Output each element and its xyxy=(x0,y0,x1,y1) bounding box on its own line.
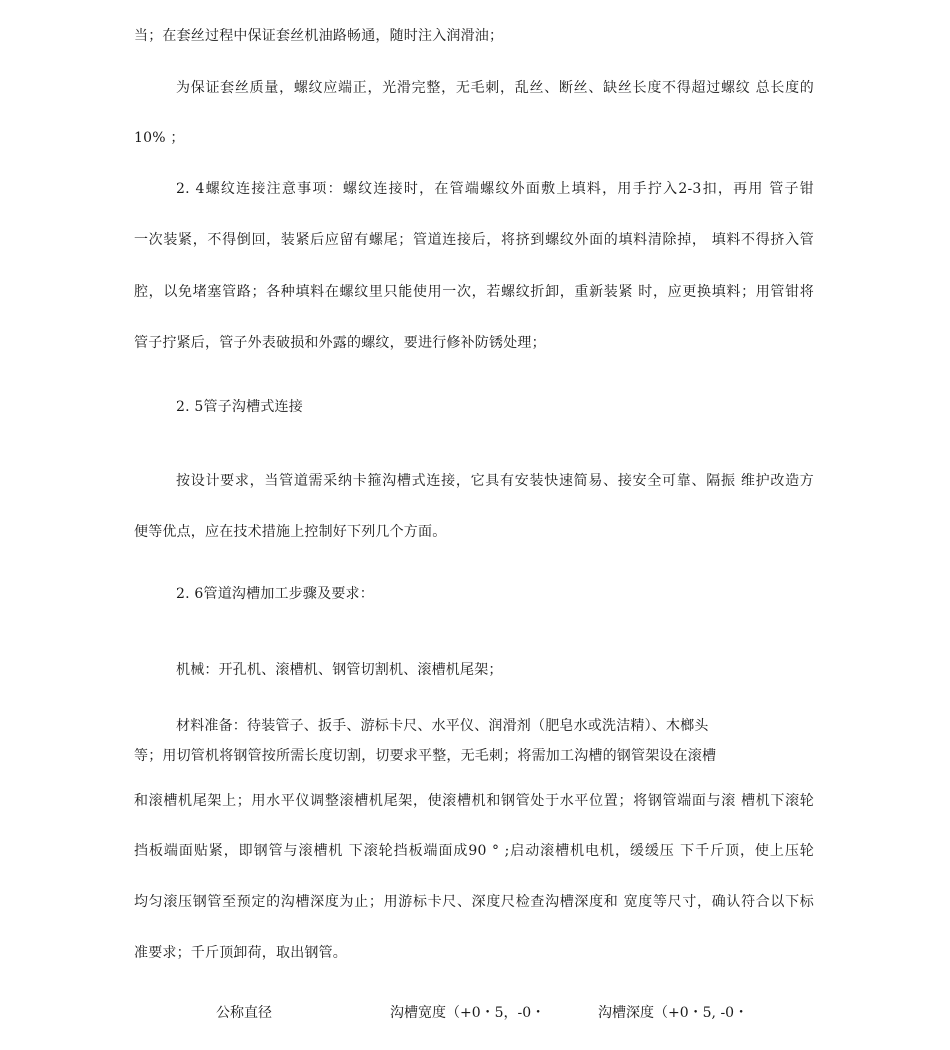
paragraph-line: 10% ； xyxy=(134,130,185,146)
paragraph-line: 挡板端面贴紧，即钢管与滚槽机 下滚轮挡板端面成90 ° ;启动滚槽机电机，缓缓压 下千斤顶，使上压轮 xyxy=(134,843,814,859)
materials-line: 材料准备：待装管子、扳手、游标卡尺、水平仪、润滑剂（肥皂水或洗洁精）、木榔头 xyxy=(176,718,709,734)
table-header-nominal-diameter: 公称直径 xyxy=(216,1005,272,1021)
section-paragraph-2-4: 2. 4螺纹连接注意事项：螺纹连接时，在管端螺纹外面敷上填料，用手拧入2-3扣，再用 管子钳 xyxy=(176,181,814,197)
paragraph-line: 腔，以免堵塞管路；各种填料在螺纹里只能使用一次，若螺纹折卸，重新装紧 时，应更换填料；用管钳将 xyxy=(134,284,814,300)
section-heading-2-6: 2. 6管道沟槽加工步骤及要求： xyxy=(176,586,374,602)
paragraph-line: 管子拧紧后，管子外表破损和外露的螺纹，要进行修补防锈处理； xyxy=(134,335,546,351)
paragraph-line: 当；在套丝过程中保证套丝机油路畅通，随时注入润滑油； xyxy=(134,28,504,44)
paragraph-line: 一次装紧，不得倒回，装紧后应留有螺尾；管道连接后，将挤到螺纹外面的填料清除掉， 填料不得挤入管 xyxy=(134,232,814,248)
paragraph-line: 均匀滚压钢管至预定的沟槽深度为止；用游标卡尺、深度尺检查沟槽深度和 宽度等尺寸，确认符合以下标 xyxy=(134,894,814,910)
groove-spec-table-header xyxy=(0,1003,950,1025)
table-header-groove-width: 沟槽宽度（+0・5，-0・ xyxy=(390,1005,546,1021)
machinery-line: 机械：开孔机、滚槽机、钢管切割机、滚槽机尾架； xyxy=(176,662,503,678)
paragraph-line: 便等优点，应在技术措施上控制好下列几个方面。 xyxy=(134,524,447,540)
paragraph-line: 和滚槽机尾架上；用水平仪调整滚槽机尾架，使滚槽机和钢管处于水平位置；将钢管端面与滚 槽机下滚轮 xyxy=(134,793,814,809)
paragraph-line: 按设计要求，当管道需采纳卡箍沟槽式连接，它具有安装快速简易、接安全可靠、隔振 维护改造方 xyxy=(176,473,814,489)
section-heading-2-5: 2. 5管子沟槽式连接 xyxy=(176,399,303,415)
paragraph-line: 为保证套丝质量，螺纹应端正，光滑完整，无毛刺，乱丝、断丝、缺丝长度不得超过螺纹 总长度的 xyxy=(176,80,814,96)
paragraph-line: 等；用切管机将钢管按所需长度切割，切要求平整，无毛刺；将需加工沟槽的钢管架设在滚槽 xyxy=(134,748,717,764)
table-header-groove-depth: 沟槽深度（+0・5, -0・ xyxy=(598,1005,749,1021)
paragraph-line: 准要求；千斤顶卸荷，取出钢管。 xyxy=(134,945,347,961)
